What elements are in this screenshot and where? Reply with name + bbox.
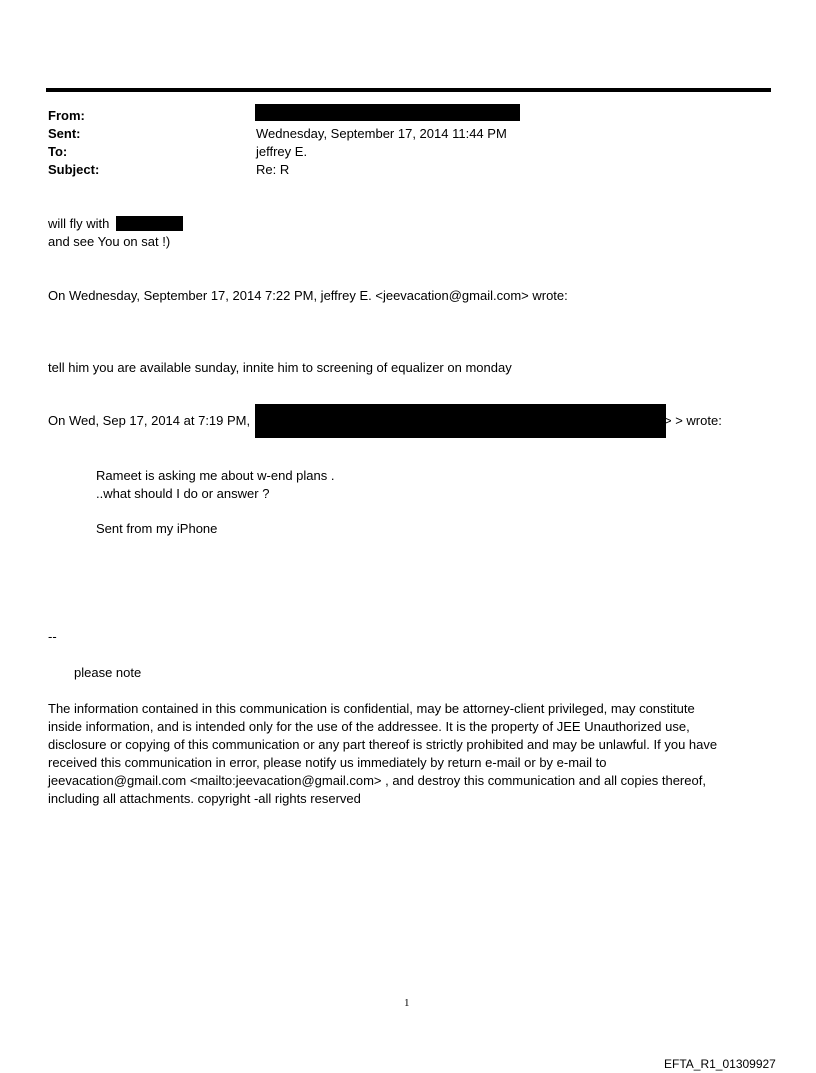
disclaimer-line: jeevacation@gmail.com <mailto:jeevacation@gmail.com> , and destroy this communication and all copies thereof, (48, 773, 706, 788)
quote2-header-suffix: > > wrote: (664, 413, 722, 428)
disclaimer-line: received this communication in error, please notify us immediately by return e-mail or by e-mail to (48, 755, 607, 770)
disclaimer-line: The information contained in this communication is confidential, may be attorney-client privileged, may constitute (48, 701, 695, 716)
quote2-signature: Sent from my iPhone (96, 521, 218, 536)
quote1-text: tell him you are available sunday, innite him to screening of equalizer on monday (48, 360, 512, 375)
please-note: please note (74, 665, 142, 680)
disclaimer-line: including all attachments. copyright -all rights reserved (48, 791, 361, 806)
body-line-1: will fly with (48, 216, 110, 231)
to-value: jeffrey E. (256, 144, 308, 159)
disclaimer (48, 700, 758, 808)
header-rule (46, 88, 771, 92)
signature-dashes: -- (48, 629, 57, 644)
page-number: 1 (404, 997, 410, 1009)
quote2-header-prefix: On Wed, Sep 17, 2014 at 7:19 PM, (48, 413, 251, 428)
name-redaction (116, 216, 183, 231)
to-label: To: (48, 144, 68, 159)
from-redaction (255, 104, 520, 121)
quote2-line-1: Rameet is asking me about w-end plans . (96, 468, 335, 483)
from-label: From: (48, 108, 85, 123)
disclaimer-line: disclosure or copying of this communication or any part thereof is strictly prohibited and may be unlawful. If you have (48, 737, 718, 752)
sent-label: Sent: (48, 126, 81, 141)
sender-redaction (255, 404, 666, 438)
quote1-header: On Wednesday, September 17, 2014 7:22 PM, jeffrey E. <jeevacation@gmail.com> wrote: (48, 288, 568, 303)
document-id: EFTA_R1_01309927 (664, 1057, 776, 1071)
body-line-2: and see You on sat !) (48, 234, 171, 249)
sent-value: Wednesday, September 17, 2014 11:44 PM (256, 126, 507, 141)
disclaimer-line: inside information, and is intended only for the use of the addressee. It is the property of JEE Unauthorized use, (48, 719, 690, 734)
quote2-line-2: ..what should I do or answer ? (96, 486, 270, 501)
subject-value: Re: R (256, 162, 290, 177)
subject-label: Subject: (48, 162, 100, 177)
